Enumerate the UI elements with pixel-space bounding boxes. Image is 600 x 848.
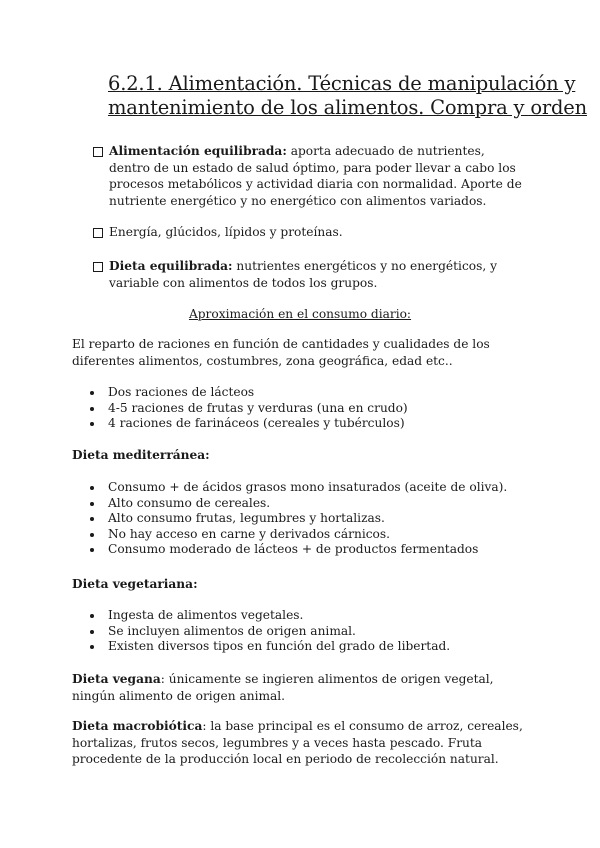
section-heading-aproximacion: Aproximación en el consumo diario:	[188, 307, 412, 321]
list-item: Se incluyen alimentos de origen animal.	[72, 624, 532, 640]
list-raciones	[72, 385, 532, 432]
title-line-1: 6.2.1. Alimentación. Técnicas de manipulación y	[108, 72, 576, 95]
definition: nutrientes energéticos y no energéticos, y variable con alimentos de todos los grupos.	[109, 259, 497, 290]
list-item: Existen diversos tipos en función del grado de libertad.	[72, 639, 532, 655]
list-item: Alto consumo de cereales.	[72, 496, 532, 512]
checklist-item-dieta-equilibrada	[93, 258, 523, 291]
list-item: Consumo + de ácidos grasos mono insaturados (aceite de oliva).	[72, 480, 532, 496]
term: Dieta equilibrada:	[109, 259, 233, 273]
checklist-item-energia	[93, 224, 523, 241]
definition: : únicamente se ingieren alimentos de origen vegetal, ningún alimento de origen animal.	[72, 672, 494, 703]
paragraph-reparto: El reparto de raciones en función de cantidades y cualidades de los diferentes alimentos, costumbres, zona geográfica, edad etc..	[72, 337, 490, 368]
paragraph-vegana	[72, 671, 532, 704]
list-item: Ingesta de alimentos vegetales.	[72, 608, 532, 624]
checklist-item-alimentacion-equilibrada	[93, 143, 523, 209]
list-mediterranea	[72, 480, 532, 558]
paragraph-macrobiotica	[72, 718, 532, 768]
checkbox-icon	[93, 228, 103, 238]
title-line-2: mantenimiento de los alimentos. Compra y orden	[108, 96, 587, 119]
term: Dieta vegana	[72, 672, 161, 686]
term: Dieta macrobiótica	[72, 719, 203, 733]
heading-vegetariana	[72, 576, 532, 592]
list-item: 4 raciones de farináceos (cereales y tubérculos)	[72, 416, 532, 432]
list-item: Dos raciones de lácteos	[72, 385, 532, 401]
definition: : la base principal es el consumo de arroz, cereales, hortalizas, frutos secos, legumbres y a veces hasta pescado. Fruta procedente de la producción local en periodo de recolección natural.	[72, 719, 523, 766]
definition: Energía, glúcidos, lípidos y proteínas.	[109, 225, 343, 239]
checkbox-icon	[93, 147, 103, 157]
heading-text: Dieta vegetariana	[72, 577, 194, 591]
heading-mediterranea	[72, 447, 532, 463]
page-title	[108, 72, 587, 120]
list-item: Alto consumo frutas, legumbres y hortalizas.	[72, 511, 532, 527]
list-item: Consumo moderado de lácteos + de productos fermentados	[72, 542, 532, 558]
list-item: No hay acceso en carne y derivados cárnicos.	[72, 527, 532, 543]
heading-colon: :	[193, 577, 198, 591]
heading-colon: :	[205, 448, 210, 462]
definition: aporta adecuado de nutrientes, dentro de un estado de salud óptimo, para poder llevar a cabo los procesos metabólicos y actividad diaria con normalidad. Aporte de nutriente energético y no energético con alimentos variados.	[109, 144, 522, 208]
list-vegetariana	[72, 608, 532, 655]
heading-text: Dieta mediterránea	[72, 448, 206, 462]
checkbox-icon	[93, 262, 103, 272]
term: Alimentación equilibrada:	[109, 144, 287, 158]
list-item: 4-5 raciones de frutas y verduras (una en crudo)	[72, 401, 532, 417]
